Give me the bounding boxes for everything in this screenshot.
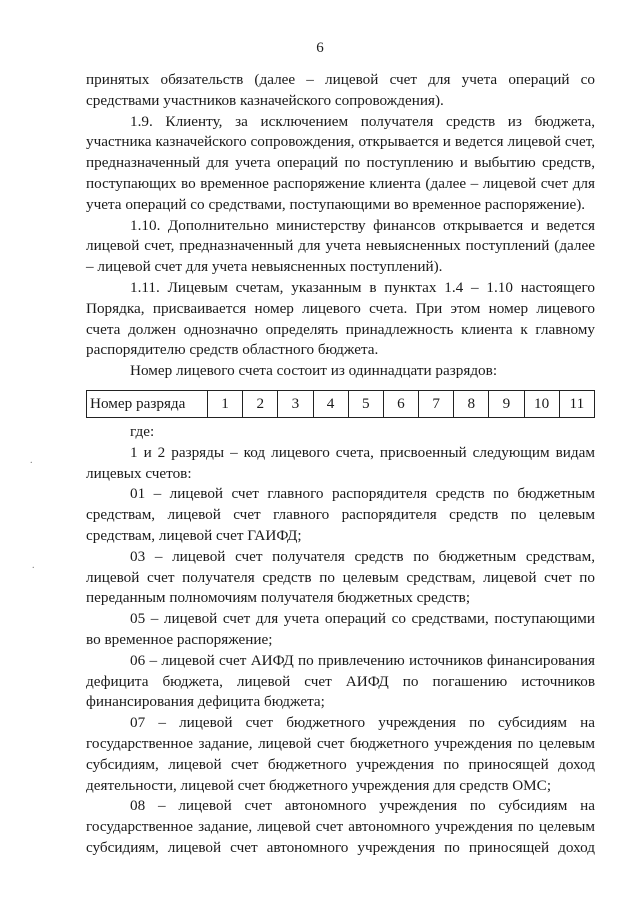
digits-table-row xyxy=(87,390,595,417)
digit-cell: 7 xyxy=(419,390,454,417)
digits-table-wrap xyxy=(86,390,595,418)
paragraph: 1 и 2 разряды – код лицевого счета, присвоенный следующим видам лицевых счетов: xyxy=(86,443,595,482)
paragraph: 1.11. Лицевым счетам, указанным в пунктах 1.4 – 1.10 настоящего Порядка, присваивается номер лицевого счета. При этом номер лицевого счета должен однозначно определять принадлежность клиента к главному распорядителю средств областного бюджета. xyxy=(86,278,595,359)
paragraph: 08 – лицевой счет автономного учреждения по субсидиям на государственное задание, лицевой счет автономного учреждения по целевым субсидиям, лицевой счет автономного учреждения по приносящей доход xyxy=(86,797,595,856)
digit-cell: 8 xyxy=(454,390,489,417)
paragraph: 1.9. Клиенту, за исключением получателя средств из бюджета, участника казначейского сопровождения, открывается и ведется лицевой счет, предназначенный для учета операций по поступлению и выбытию средств, поступающих во временное распоряжение клиента (далее – лицевой счет для учета операций со средствами, поступающими во временное распоряжение). xyxy=(86,112,595,213)
paragraphs-bottom xyxy=(86,422,595,859)
paragraph: где: xyxy=(130,422,155,440)
paragraphs-top xyxy=(86,70,595,382)
paragraph: принятых обязательств (далее – лицевой счет для учета операций со средствами участников казначейского сопровождения). xyxy=(86,71,595,109)
paragraph: 1.10. Дополнительно министерству финансов открывается и ведется лицевой счет, предназначенный для учета невыясненных поступлений (далее – лицевой счет для учета невыясненных поступлений). xyxy=(86,216,595,276)
paragraph: 07 – лицевой счет бюджетного учреждения по субсидиям на государственное задание, лицевой счет бюджетного учреждения по целевым субсидиям, лицевой счет бюджетного учреждения по приносящей доход деятельности, лицевой счет бюджетного учреждения для средств ОМС; xyxy=(86,714,595,794)
digit-cell: 6 xyxy=(383,390,418,417)
digit-cell: 2 xyxy=(243,390,278,417)
digits-table-header: Номер разряда xyxy=(87,390,208,417)
digit-cell: 11 xyxy=(559,390,594,417)
margin-speck: . xyxy=(32,560,35,571)
page-number: 6 xyxy=(316,40,324,56)
paragraph: 01 – лицевой счет главного распорядителя средств по бюджетным средствам, лицевой счет главного распорядителя средств по целевым средствам, лицевой счет ГАИФД; xyxy=(86,485,595,544)
paragraph: 06 – лицевой счет АИФД по привлечению источников финансирования дефицита бюджета, лицевой счет АИФД по погашению источников финансирования дефицита бюджета; xyxy=(86,651,595,711)
digit-cell: 3 xyxy=(278,390,313,417)
margin-speck: . xyxy=(30,455,33,466)
digit-cell: 10 xyxy=(524,390,559,417)
paragraph: 03 – лицевой счет получателя средств по бюджетным средствам, лицевой счет получателя средств по целевым средствам, лицевой счет по переданным полномочиям получателя бюджетных средств; xyxy=(86,547,595,607)
digits-table xyxy=(86,390,595,418)
digit-cell: 9 xyxy=(489,390,524,417)
digit-cell: 1 xyxy=(208,390,243,417)
paragraph: Номер лицевого счета состоит из одиннадцати разрядов: xyxy=(130,362,498,380)
digit-cell: 4 xyxy=(313,390,348,417)
document-body xyxy=(86,70,595,859)
paragraph: 05 – лицевой счет для учета операций со средствами, поступающими во временное распоряжение; xyxy=(86,610,595,648)
digit-cell: 5 xyxy=(348,390,383,417)
